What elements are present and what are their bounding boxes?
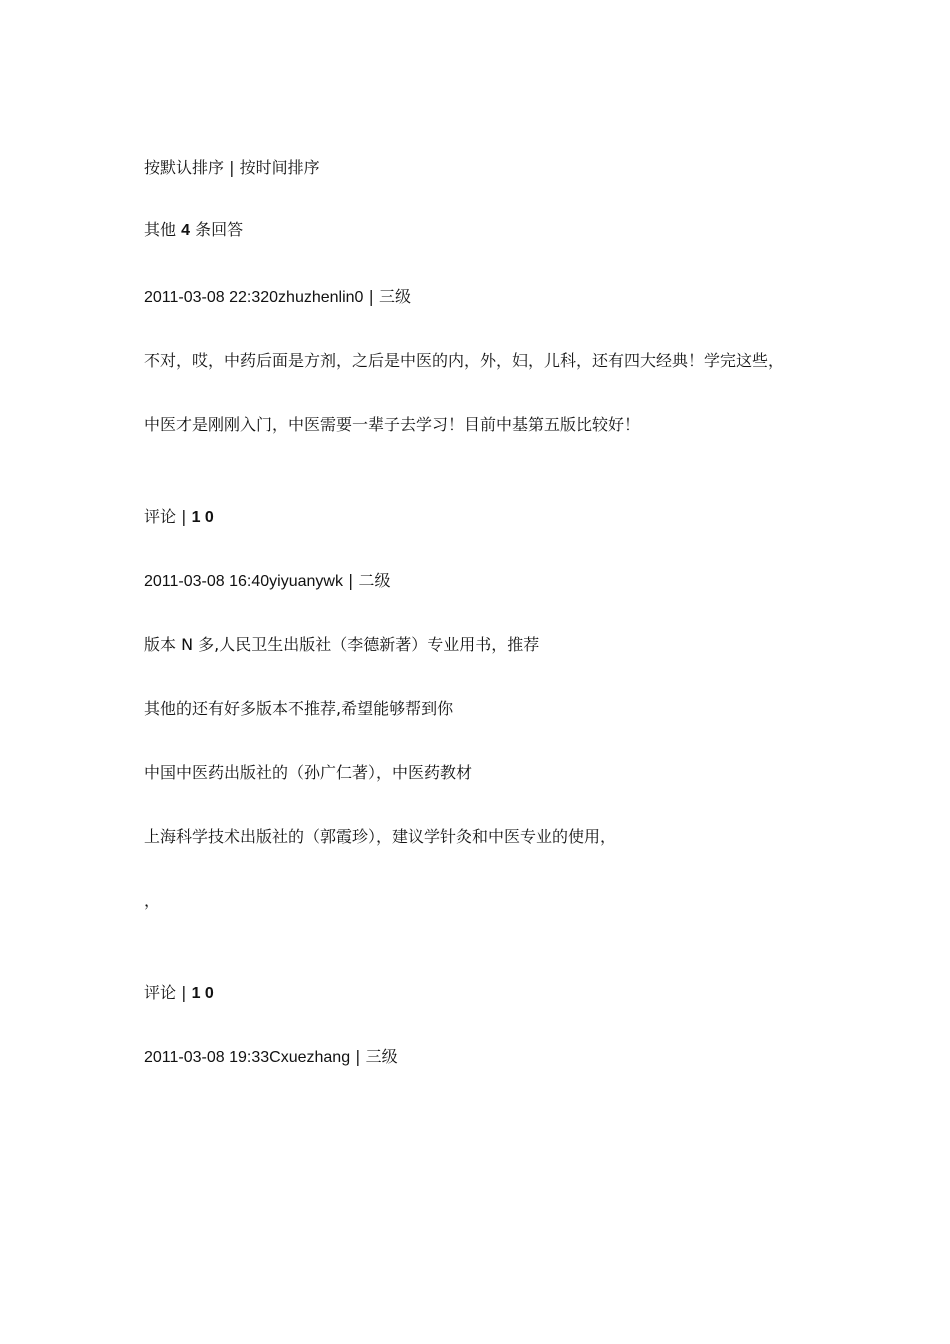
answer-meta-text[interactable]: 2011-03-08 22:320zhuzhenlin0 — [144, 289, 364, 306]
answer-1-text-line: 不对，哎，中药后面是方剂，之后是中医的内，外，妇，儿科，还有四大经典！学完这些， — [144, 351, 785, 370]
answer-2-meta: 2011-03-08 16:40yiyuanywk | 二级 — [144, 571, 391, 590]
comment-link[interactable]: 评论 — [144, 507, 177, 526]
answer-2-text-line: 上海科学技术出版社的（郭霞珍），建议学针灸和中医专业的使用， — [144, 827, 617, 846]
answer-2-comment-bar: 评论 | 1 0 — [144, 983, 214, 1002]
sort-separator: | — [224, 158, 240, 177]
answer-1-meta: 2011-03-08 22:320zhuzhenlin0 | 三级 — [144, 287, 412, 306]
answer-2-text-line: ， — [144, 891, 161, 910]
answers-suffix: 条回答 — [195, 220, 244, 239]
answer-2-text-line: 版本 N 多,人民卫生出版社（李德新著）专业用书，推荐 — [144, 635, 540, 654]
answer-1-comment-bar: 评论 | 1 0 — [144, 507, 214, 526]
answer-meta-text[interactable]: 2011-03-08 16:40yiyuanywk — [144, 573, 343, 590]
sort-bar — [144, 158, 320, 178]
answer-1-text-line: 中医才是刚刚入门，中医需要一辈子去学习！目前中基第五版比较好！ — [144, 415, 641, 434]
vote-count[interactable]: 1 0 — [191, 509, 214, 526]
sort-default-link[interactable]: 按默认排序 — [144, 158, 225, 177]
answers-count: 4 — [181, 222, 191, 239]
answers-count-heading — [144, 220, 243, 241]
user-level: 三级 — [365, 1047, 398, 1066]
comment-link[interactable]: 评论 — [144, 983, 177, 1002]
answer-3-meta: 2011-03-08 19:33Cxuezhang | 三级 — [144, 1047, 398, 1066]
vote-count[interactable]: 1 0 — [191, 985, 214, 1002]
user-level: 三级 — [379, 287, 412, 306]
user-level: 二级 — [358, 571, 391, 590]
answers-prefix: 其他 — [144, 220, 177, 239]
answer-meta-text[interactable]: 2011-03-08 19:33Cxuezhang — [144, 1049, 351, 1066]
answer-2-text-line: 其他的还有好多版本不推荐,希望能够帮到你 — [144, 699, 454, 718]
sort-time-link[interactable]: 按时间排序 — [239, 158, 320, 177]
answer-2-text-line: 中国中医药出版社的（孙广仁著），中医药教材 — [144, 763, 473, 782]
